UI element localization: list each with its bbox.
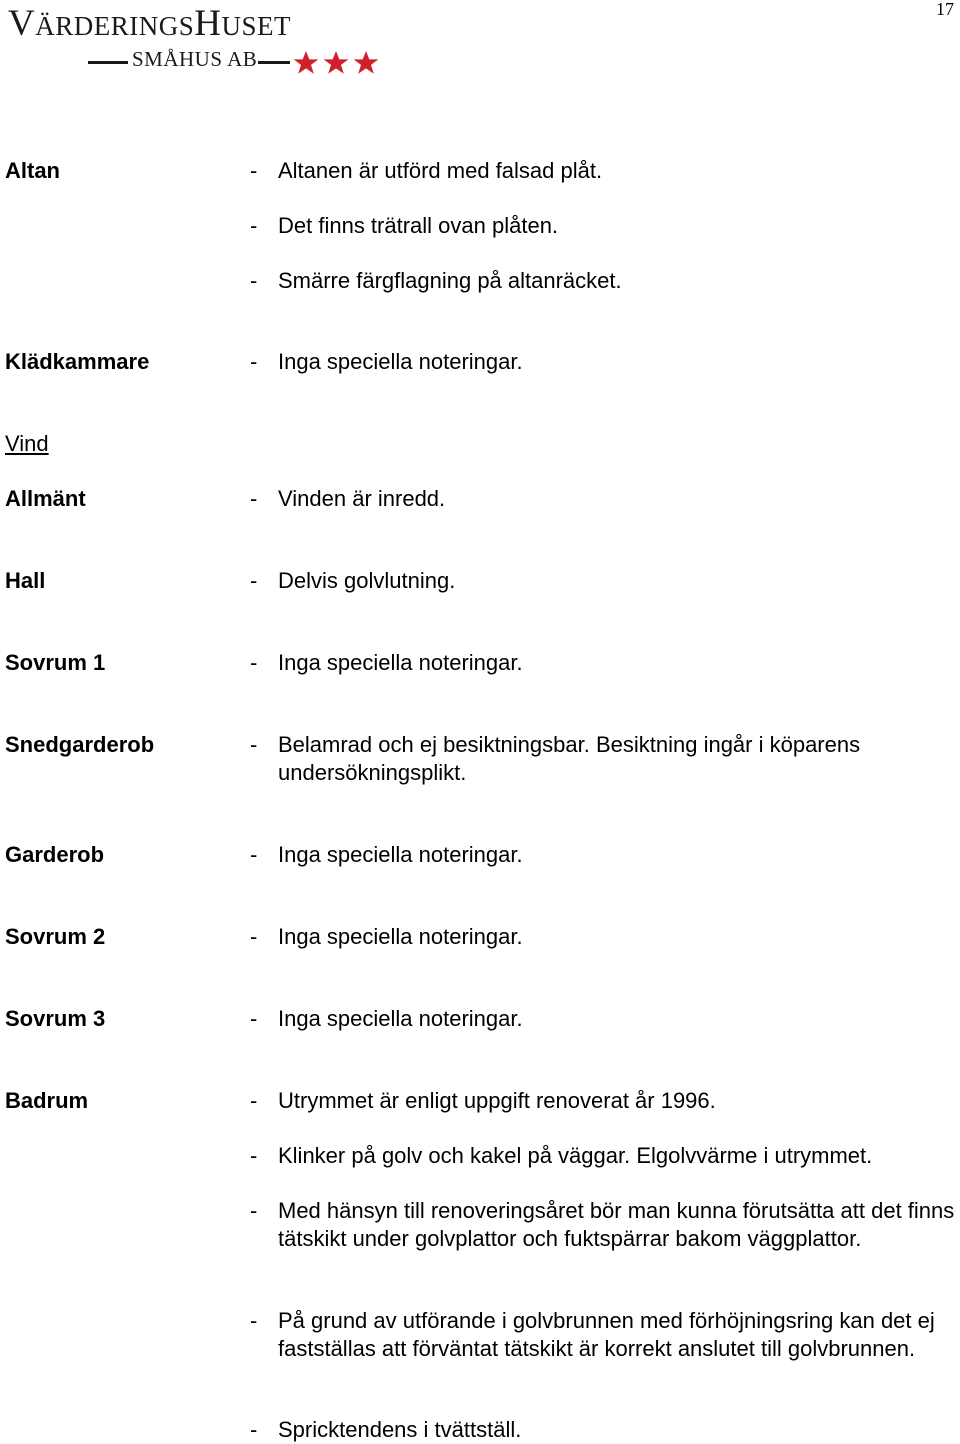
logo-rule-right — [258, 61, 290, 64]
logo-subtitle: SMÅHUS AB — [132, 47, 258, 71]
bullet-dash: - — [250, 1006, 258, 1031]
logo-rule-left — [88, 61, 128, 64]
item-text: Klinker på golv och kakel på väggar. Elgolvvärme i utrymmet. — [278, 1143, 873, 1168]
logo-letters: USET — [221, 11, 291, 41]
bullet-dash: - — [250, 268, 258, 293]
section-label: Sovrum 1 — [5, 650, 106, 675]
bullet-dash: - — [250, 1198, 258, 1223]
section-label: Sovrum 2 — [5, 924, 106, 949]
item-text: Delvis golvlutning. — [278, 568, 456, 593]
item-text: Inga speciella noteringar. — [278, 650, 523, 675]
bullet-dash: - — [250, 732, 258, 757]
item-text: Altanen är utförd med falsad plåt. — [278, 158, 603, 183]
item-text: Vinden är inredd. — [278, 486, 446, 511]
item-text: Inga speciella noteringar. — [278, 1006, 523, 1031]
section-label: Altan — [5, 158, 60, 183]
page-number: 17 — [936, 0, 954, 19]
bullet-dash: - — [250, 1417, 258, 1442]
section-label: Klädkammare — [5, 349, 150, 374]
item-text: Belamrad och ej besiktningsbar. Besiktning ingår i köparens undersökningsplikt. — [278, 732, 861, 785]
item-text: Inga speciella noteringar. — [278, 842, 523, 867]
logo-letter: H — [194, 3, 222, 44]
bullet-dash: - — [250, 1308, 258, 1333]
item-text: Med hänsyn till renoveringsåret bör man kunna förutsätta att det finns tätskikt under golvplattor och fuktspärrar bakom väggplattor. — [278, 1198, 955, 1251]
bullet-dash: - — [250, 1143, 258, 1168]
bullet-dash: - — [250, 349, 258, 374]
star-icon — [294, 51, 319, 74]
bullet-dash: - — [250, 924, 258, 949]
item-text: Inga speciella noteringar. — [278, 349, 523, 374]
logo-stars-icon — [292, 48, 382, 78]
bullet-dash: - — [250, 158, 258, 183]
section-label: Garderob — [5, 842, 105, 867]
section-label: Snedgarderob — [5, 732, 155, 757]
bullet-dash: - — [250, 842, 258, 867]
logo-letter: V — [8, 3, 36, 44]
bullet-dash: - — [250, 568, 258, 593]
logo-brand-name — [8, 4, 291, 46]
section-label: Badrum — [5, 1088, 89, 1113]
bullet-dash: - — [250, 650, 258, 675]
item-text: Utrymmet är enligt uppgift renoverat år 1996. — [278, 1088, 716, 1113]
item-text: Inga speciella noteringar. — [278, 924, 523, 949]
section-label: Allmänt — [5, 486, 86, 511]
item-text: Det finns trätrall ovan plåten. — [278, 213, 559, 238]
section-heading: Vind — [5, 431, 49, 456]
company-logo — [8, 4, 378, 76]
logo-letters: ÄRDERINGS — [35, 11, 195, 41]
item-text: På grund av utförande i golvbrunnen med förhöjningsring kan det ej fastställas att förväntat tätskikt är korrekt anslutet till golvbrunnen. — [278, 1308, 935, 1361]
bullet-dash: - — [250, 213, 258, 238]
bullet-dash: - — [250, 486, 258, 511]
item-text: Spricktendens i tvättställ. — [278, 1417, 522, 1442]
section-label: Hall — [5, 568, 46, 593]
star-icon — [324, 51, 349, 74]
section-label: Sovrum 3 — [5, 1006, 106, 1031]
star-icon — [354, 51, 379, 74]
bullet-dash: - — [250, 1088, 258, 1113]
item-text: Smärre färgflagning på altanräcket. — [278, 268, 622, 293]
